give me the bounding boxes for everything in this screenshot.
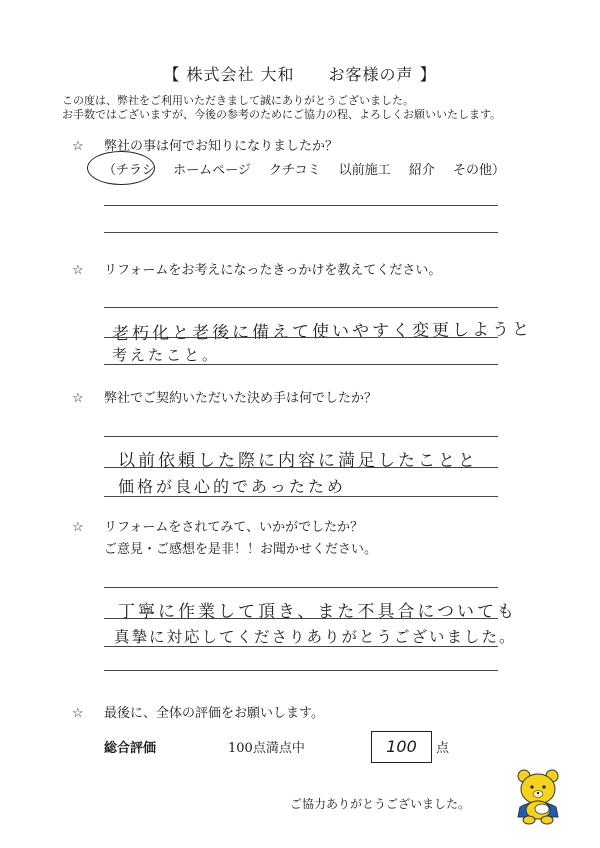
- answer-line: [104, 436, 498, 437]
- answer-4-line-2: 真摯に対応してくださりありがとうございました。: [114, 628, 517, 646]
- thanks-message: ご協力ありがとうございました。: [290, 797, 471, 811]
- answer-line: [104, 307, 498, 308]
- answer-3-line-1: 以前依頼した際に内容に満足したことと: [118, 451, 478, 471]
- answer-line: [104, 646, 498, 647]
- option-referral[interactable]: 紹介: [408, 163, 435, 178]
- total-evaluation-label: 総合評価: [104, 741, 157, 756]
- intro-text: [62, 94, 501, 122]
- page-title: 【 株式会社 大和 お客様の声 】: [163, 65, 437, 84]
- question-1-options: [103, 159, 519, 178]
- answer-line: [104, 467, 498, 468]
- answer-4-line-1: 丁寧に作業して頂き、また不具合についても: [118, 602, 517, 622]
- answer-line: [104, 496, 498, 497]
- option-flyer[interactable]: （チラシ: [103, 163, 156, 178]
- option-other[interactable]: その他）: [452, 163, 505, 178]
- answer-line: [104, 670, 498, 671]
- question-5-text: 最後に、全体の評価をお願いします。: [104, 706, 324, 721]
- star-icon: ☆: [72, 706, 84, 721]
- option-word-of-mouth[interactable]: クチコミ: [269, 163, 321, 178]
- star-icon: ☆: [72, 520, 84, 535]
- answer-line: [104, 232, 498, 233]
- question-3: [72, 390, 377, 408]
- question-5: [72, 705, 324, 723]
- question-4-text-2: ご意見・ご感想を是非！！お聞かせください。: [104, 542, 378, 557]
- star-icon: ☆: [72, 263, 84, 278]
- option-homepage[interactable]: ホームページ: [173, 163, 251, 178]
- question-1-text: 弊社の事は何でお知りになりましたか？: [104, 139, 339, 154]
- answer-3-line-2: 価格が良心的であったため: [118, 477, 346, 496]
- score-unit: 点: [436, 741, 450, 756]
- question-4-text-1: リフォームをされてみて、いかがでしたか？: [104, 520, 364, 535]
- answer-line: [104, 205, 498, 206]
- score-scale-label: 100点満点中: [228, 741, 305, 756]
- score-value: 100: [386, 737, 417, 756]
- question-2: [72, 262, 441, 280]
- intro-line-2: お手数ではございますが、今後の参考のためにご協力の程、よろしくお願いいたします。: [62, 108, 502, 121]
- answer-line: [104, 618, 498, 619]
- option-previous-work[interactable]: 以前施工: [338, 163, 391, 178]
- question-3-text: 弊社でご契約いただいた決め手は何でしたか？: [104, 391, 378, 406]
- answer-2-line-2: 考えたこと。: [112, 346, 221, 364]
- star-icon: ☆: [72, 139, 84, 154]
- star-icon: ☆: [72, 391, 84, 406]
- answer-2-line-1: 老朽化と老後に備えて使いやすく変更しようと: [111, 319, 533, 345]
- answer-line: [104, 587, 498, 588]
- intro-line-1: この度は、弊社をご利用いただきまして誠にありがとうございました。: [62, 94, 414, 107]
- bear-mascot-icon: [512, 767, 564, 825]
- answer-line: [104, 337, 498, 338]
- answer-line: [104, 364, 498, 365]
- question-4: [72, 519, 377, 559]
- score-box[interactable]: [371, 731, 432, 763]
- question-2-text: リフォームをお考えになったきっかけを教えてください。: [104, 263, 442, 278]
